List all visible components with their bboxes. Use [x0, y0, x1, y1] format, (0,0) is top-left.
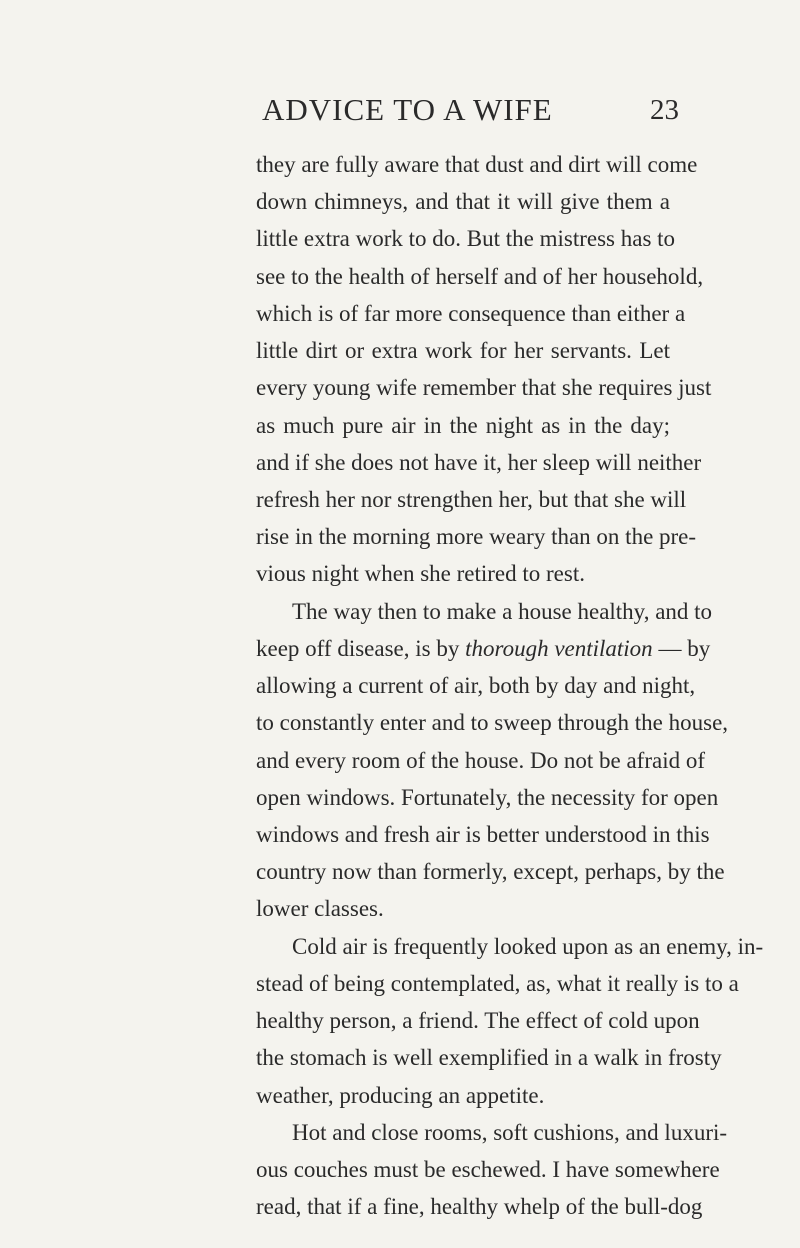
text-line: which is of far more consequence than either a — [256, 301, 686, 326]
text-line: refresh her nor strengthen her, but that she will — [256, 487, 687, 512]
text-line: to constantly enter and to sweep through the house, — [256, 710, 729, 735]
text-line: little dirt or extra work for her servants. Let — [256, 338, 670, 363]
text-line: weather, producing an appetite. — [256, 1083, 545, 1108]
running-head — [0, 90, 800, 130]
line-before-emphasis: keep off disease, is by — [256, 636, 466, 661]
text-line: down chimneys, and that it will give them a — [256, 189, 670, 214]
running-title: ADVICE TO A WIFE — [262, 92, 553, 127]
text-line: lower classes. — [256, 896, 384, 921]
text-line: open windows. Fortunately, the necessity for open — [256, 785, 719, 810]
text-line: and every room of the house. Do not be afraid of — [256, 748, 705, 773]
text-line: The way then to make a house healthy, and to — [292, 599, 713, 624]
text-line: stead of being contemplated, as, what it really is to a — [256, 971, 739, 996]
text-line: healthy person, a friend. The effect of cold upon — [256, 1008, 700, 1033]
text-line: the stomach is well exemplified in a walk in frosty — [256, 1045, 722, 1070]
text-line: windows and fresh air is better understood in this — [256, 822, 710, 847]
text-line: ous couches must be eschewed. I have somewhere — [256, 1157, 720, 1182]
text-line: little extra work to do. But the mistress has to — [256, 226, 676, 251]
text-line: they are fully aware that dust and dirt will come — [256, 152, 698, 177]
text-line: vious night when she retired to rest. — [256, 561, 585, 586]
text-line — [256, 631, 711, 667]
text-line: as much pure air in the night as in the day; — [256, 413, 670, 438]
text-line: and if she does not have it, her sleep will neither — [256, 450, 702, 475]
text-line: see to the health of herself and of her household, — [256, 264, 704, 289]
text-line: rise in the morning more weary than on the pre- — [256, 524, 697, 549]
text-line: every young wife remember that she requires just — [256, 375, 712, 400]
line-after-emphasis: — by — [652, 636, 711, 661]
text-line: read, that if a fine, healthy whelp of the bull-dog — [256, 1194, 703, 1219]
page-number: 23 — [650, 94, 679, 126]
text-line: allowing a current of air, both by day and night, — [256, 673, 696, 698]
text-line: Cold air is frequently looked upon as an enemy, in- — [292, 934, 764, 959]
text-line: country now than formerly, except, perhaps, by the — [256, 859, 725, 884]
text-line: Hot and close rooms, soft cushions, and luxuri- — [292, 1120, 728, 1145]
emphasis-text: thorough ventilation — [465, 636, 653, 661]
